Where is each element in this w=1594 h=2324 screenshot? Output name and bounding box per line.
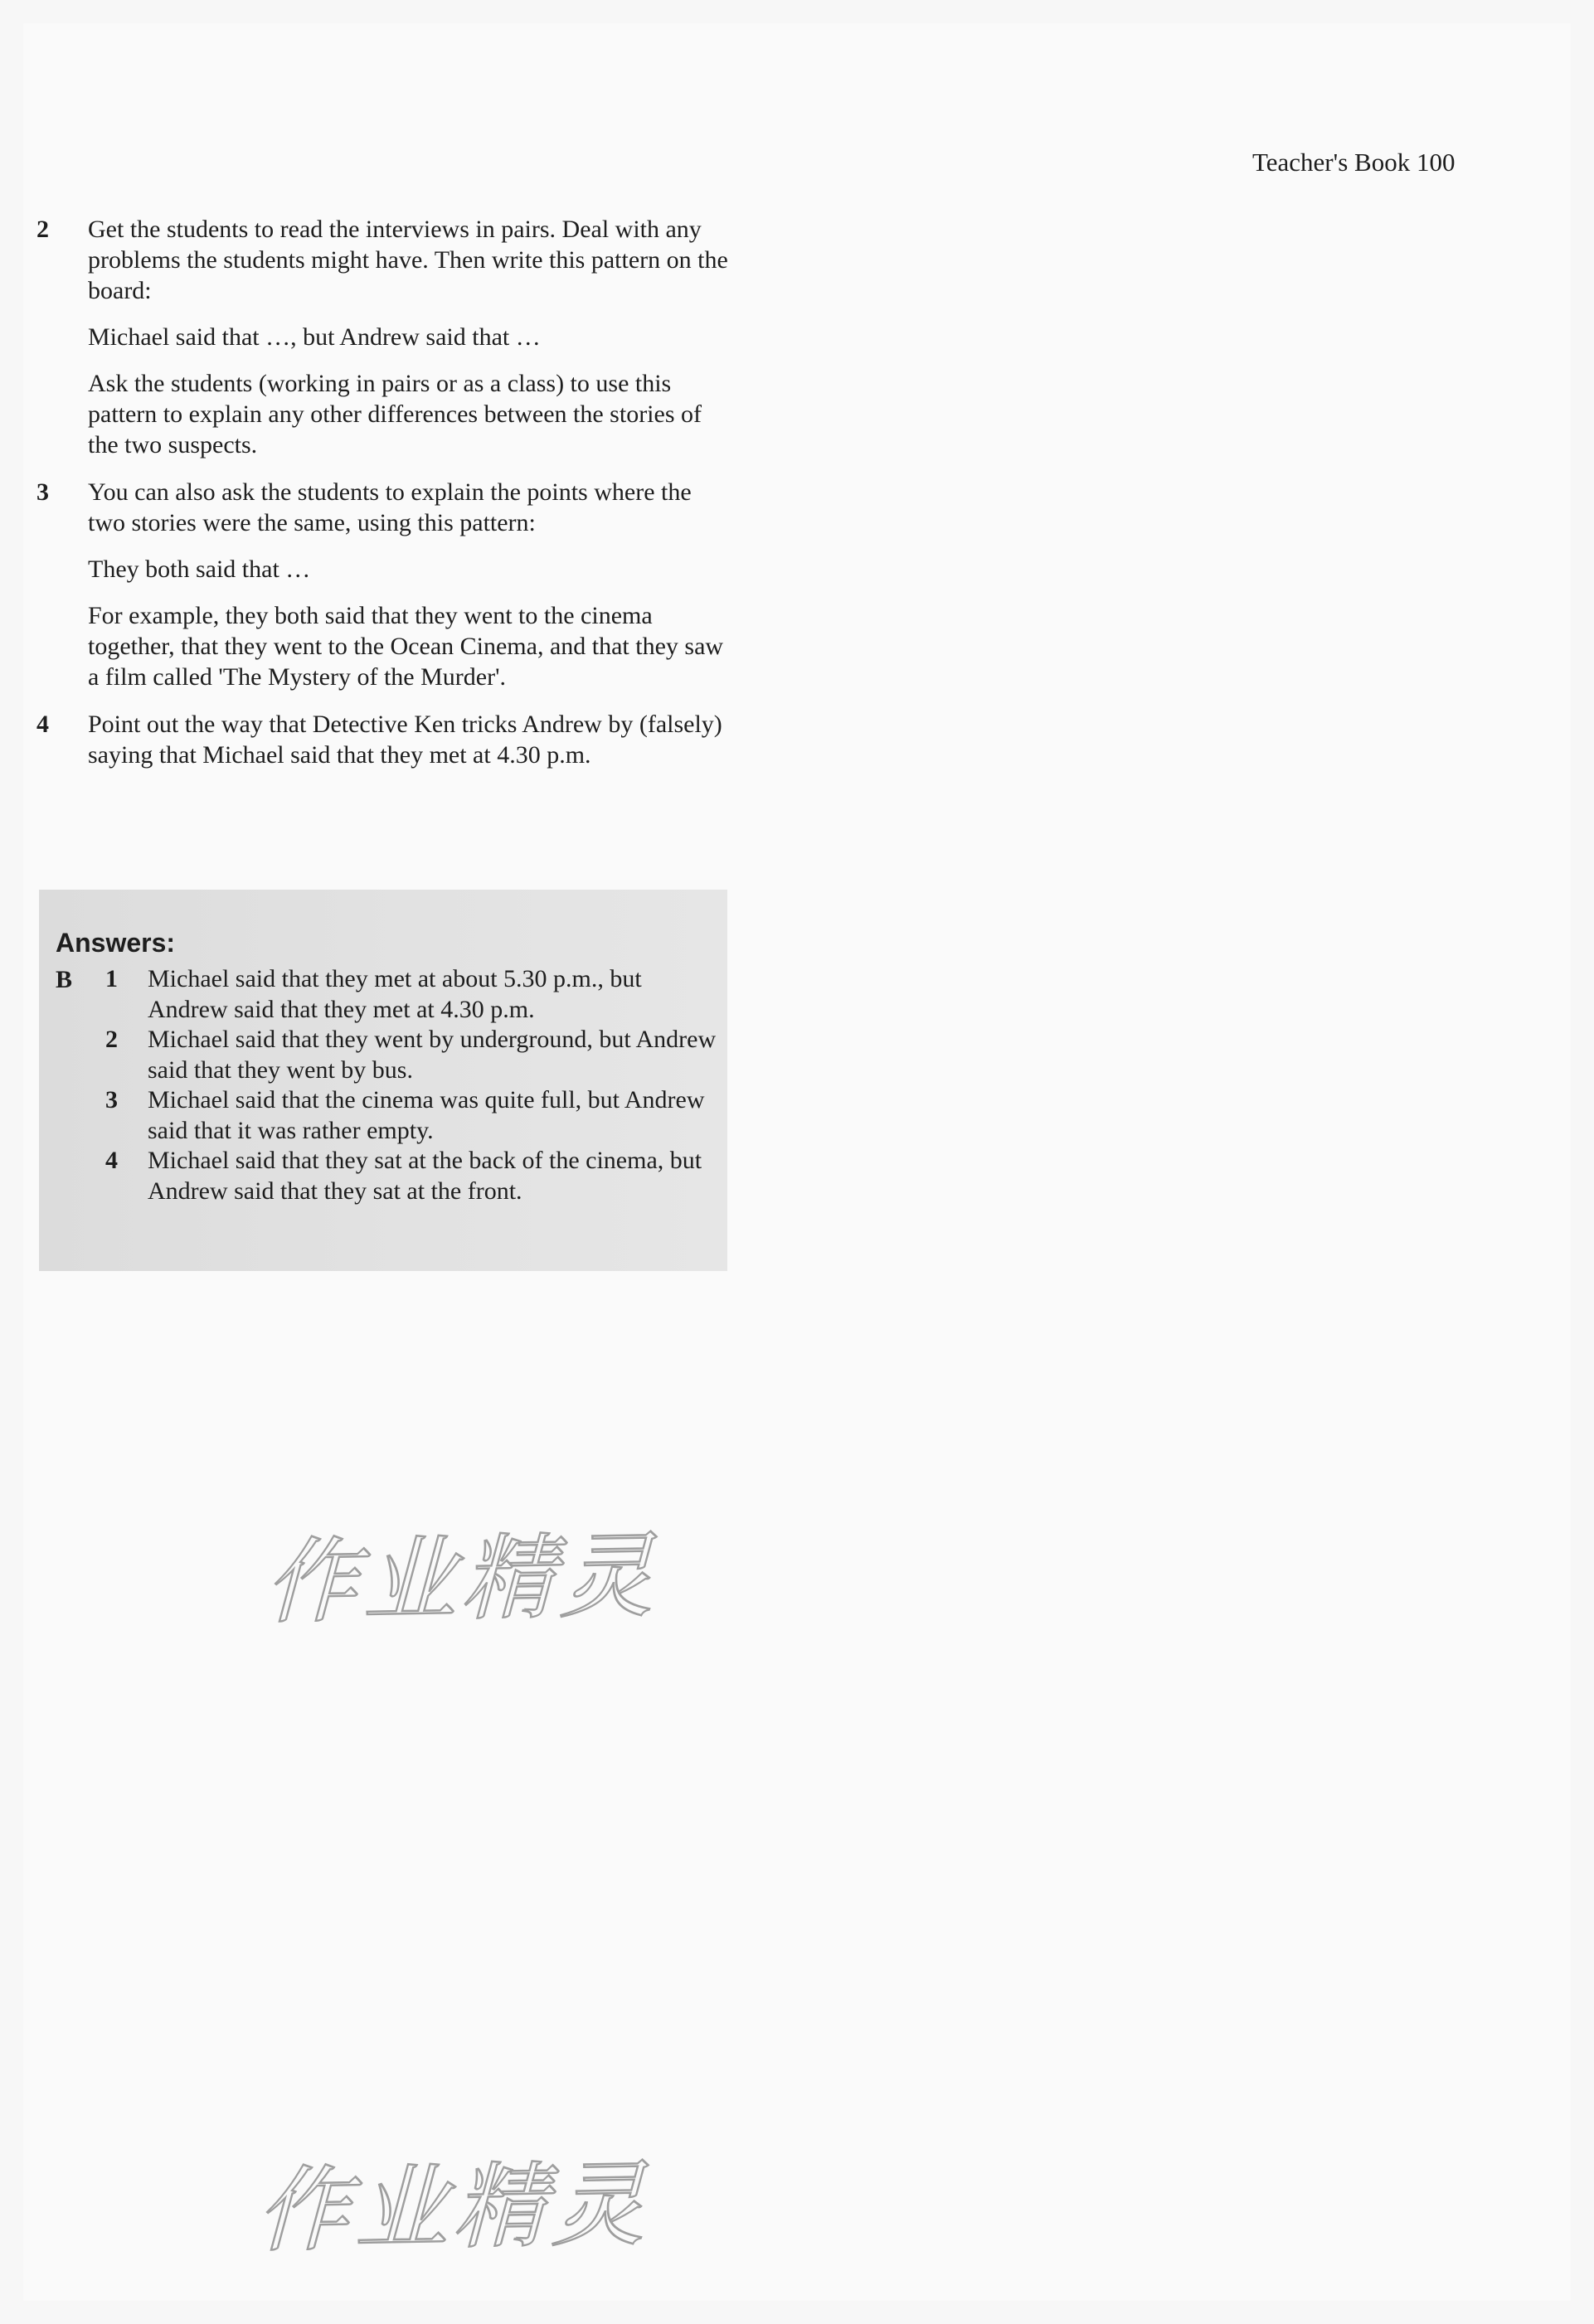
running-header: Teacher's Book 100 [1252,148,1455,177]
step-paragraph: Point out the way that Detective Ken tricks Andrew by (falsely) saying that Michael said that they met at 4.30 p.m. [88,711,722,769]
answer-text: Michael said that they went by underground, but Andrew said that they went by bus. [148,1026,717,1084]
step-paragraph: Get the students to read the interviews in pairs. Deal with any problems the students might have. Then write this pattern on the board: [88,216,728,304]
pattern-line: They both said that … [88,556,311,583]
answer-item [56,1085,719,1146]
pattern-line: Michael said that …, but Andrew said that … [88,323,541,351]
answer-item [56,1146,719,1206]
answers-title: Answers: [56,928,176,958]
step-paragraph: For example, they both said that they went to the cinema together, that they went to the Ocean Cinema, and that they saw a film called 'The Mystery of the Murder'. [88,602,724,691]
answer-number: 3 [105,1086,118,1113]
step-paragraph: You can also ask the students to explain the points where the two stories were the same, using this pattern: [88,478,692,536]
step-number: 4 [36,711,49,738]
step-3 [36,477,735,692]
step-4 [36,709,735,770]
step-number: 3 [36,478,49,506]
teaching-steps [36,214,735,787]
answer-text: Michael said that they met at about 5.30 p.m., but Andrew said that they met at 4.30 p.m. [148,965,642,1023]
answer-number: 1 [105,965,118,992]
step-paragraph: Ask the students (working in pairs or as a class) to use this pattern to explain any other differences between the stories of the two suspects. [88,370,702,458]
watermark-text: 作业精灵 [250,2150,673,2266]
answers-box [39,890,727,1271]
answer-item [56,1025,719,1085]
step-2 [36,214,735,460]
step-number: 2 [36,216,49,243]
answer-text: Michael said that they sat at the back of the cinema, but Andrew said that they sat at the front. [148,1147,702,1205]
answer-item [56,964,719,1025]
section-letter: B [56,966,73,993]
watermark-text: 作业精灵 [258,1521,681,1637]
answer-number: 4 [105,1147,118,1174]
answer-number: 2 [105,1026,118,1053]
answers-section-b [56,964,719,1206]
answer-text: Michael said that the cinema was quite full, but Andrew said that it was rather empty. [148,1086,705,1144]
